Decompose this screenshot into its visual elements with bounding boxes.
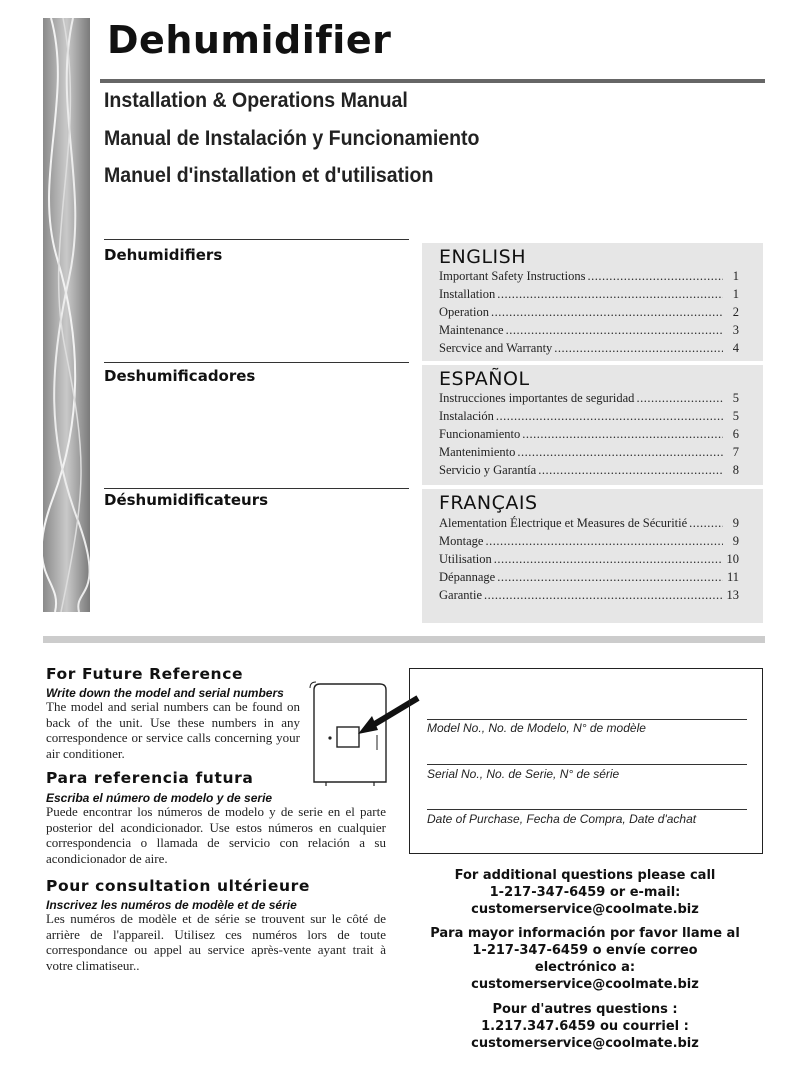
- toc-entry-label: Garantie: [439, 588, 483, 602]
- contact-spanish: [404, 925, 766, 993]
- toc-entry[interactable]: [439, 516, 739, 534]
- toc-entry[interactable]: [439, 409, 739, 427]
- toc-spanish: [422, 365, 763, 485]
- purchase-date-line[interactable]: [427, 809, 747, 810]
- toc-entry-label: Funcionamiento: [439, 427, 521, 441]
- contact-line: electrónico a:: [534, 960, 636, 975]
- contact-email[interactable]: customerservice@coolmate.biz: [471, 1036, 699, 1051]
- toc-entry-label: Alementation Électrique et Measures de Sécuritié: [439, 516, 688, 530]
- reference-heading-english: For Future Reference: [46, 665, 244, 683]
- language-rule: [104, 362, 409, 363]
- toc-french: [422, 489, 763, 623]
- reference-body-english: The model and serial numbers can be found on back of the unit. Use these numbers in any correspondence or service calls concerning your air conditioner.: [46, 699, 300, 761]
- serial-number-label: Serial No., No. de Serie, N° de série: [427, 767, 620, 781]
- language-rule: [104, 488, 409, 489]
- reference-subheading-spanish: Escriba el número de modelo y de serie: [46, 791, 273, 805]
- reference-subheading-french: Inscrivez les numéros de modèle et de série: [46, 898, 297, 912]
- toc-english: [422, 243, 763, 361]
- toc-entry[interactable]: [439, 534, 739, 552]
- toc-entry-page: 3: [732, 323, 739, 337]
- contact-line: For additional questions please call: [454, 868, 716, 883]
- contact-phone: 1-217-347-6459 o envíe correo: [472, 943, 698, 958]
- serial-number-line[interactable]: [427, 764, 747, 765]
- toc-title: ESPAÑOL: [439, 368, 530, 390]
- leader-dots: [494, 552, 723, 567]
- leader-dots: [538, 463, 723, 478]
- toc-entry-label: Montage: [439, 534, 484, 548]
- contact-english: [404, 867, 766, 918]
- subtitle-spanish: Manual de Instalación y Funcionamiento: [104, 127, 480, 150]
- contact-email[interactable]: customerservice@coolmate.biz: [471, 902, 699, 917]
- toc-entry-label: Instalación: [439, 409, 494, 423]
- toc-entry-label: Mantenimiento: [439, 445, 516, 459]
- heading-dehumidifiers: Dehumidifiers: [104, 246, 223, 264]
- heading-deshumidificateurs: Déshumidificateurs: [104, 491, 269, 509]
- toc-entry-label: Utilisation: [439, 552, 492, 566]
- toc-entry-label: Sercvice and Warranty: [439, 341, 553, 355]
- purchase-date-label: Date of Purchase, Fecha de Compra, Date d'achat: [427, 812, 697, 826]
- toc-entry-label: Installation: [439, 287, 496, 301]
- toc-entry[interactable]: [439, 269, 739, 287]
- leader-dots: [485, 534, 723, 549]
- model-number-line[interactable]: [427, 719, 747, 720]
- toc-entry-label: Dépannage: [439, 570, 496, 584]
- leader-dots: [496, 409, 723, 424]
- toc-entry-page: 5: [732, 409, 739, 423]
- decorative-side-band: [43, 18, 90, 612]
- toc-entry[interactable]: [439, 445, 739, 463]
- toc-entry[interactable]: [439, 341, 739, 359]
- language-rule: [104, 239, 409, 240]
- toc-entry[interactable]: [439, 305, 739, 323]
- reference-subheading-english: Write down the model and serial numbers: [46, 686, 284, 700]
- subtitle-english: Installation & Operations Manual: [104, 89, 408, 112]
- toc-entry[interactable]: [439, 427, 739, 445]
- toc-entry-page: 8: [732, 463, 739, 477]
- reference-heading-french: Pour consultation ultérieure: [46, 877, 310, 895]
- toc-entry-page: 4: [732, 341, 739, 355]
- contact-french: [404, 1001, 766, 1052]
- toc-entry[interactable]: [439, 570, 739, 588]
- toc-entry-page: 1: [732, 287, 739, 301]
- model-number-label: Model No., No. de Modelo, N° de modèle: [427, 721, 646, 735]
- contact-phone: 1-217-347-6459 or e-mail:: [489, 885, 681, 900]
- toc-entry[interactable]: [439, 287, 739, 305]
- contact-phone: 1.217.347.6459 ou courriel :: [481, 1019, 689, 1034]
- toc-entry[interactable]: [439, 323, 739, 341]
- title-rule: [100, 79, 765, 83]
- toc-entry-label: Instrucciones importantes de seguridad: [439, 391, 635, 405]
- toc-entry-page: 5: [732, 391, 739, 405]
- section-divider: [43, 636, 765, 643]
- leader-dots: [506, 323, 723, 338]
- reference-body-french: Les numéros de modèle et de série se trouvent sur le côté de arrière de l'appareil. Utilisez ces numéros lors de toute correspondance ou appel au service après-vente ayant trait à votre climatiseur..: [46, 911, 386, 973]
- toc-entry-page: 7: [732, 445, 739, 459]
- toc-entry-page: 6: [732, 427, 739, 441]
- toc-entry[interactable]: [439, 552, 739, 570]
- toc-entry-page: 9: [732, 534, 739, 548]
- reference-body-spanish: Puede encontrar los números de modelo y de serie en el parte posterior del acondicionador. Use estos números en cualquier correspondencia o llamada de servicio con relación a su acondicionador de aire.: [46, 804, 386, 866]
- document-title: Dehumidifier: [107, 18, 392, 62]
- leader-dots: [484, 588, 723, 603]
- toc-entry-page: 2: [732, 305, 739, 319]
- toc-entry-page: 1: [732, 269, 739, 283]
- toc-entry-page: 13: [726, 588, 739, 602]
- leader-dots: [689, 516, 723, 531]
- leader-dots: [497, 287, 723, 302]
- leader-dots: [491, 305, 723, 320]
- toc-entry-page: 10: [726, 552, 739, 566]
- dehumidifier-back-illustration: [306, 680, 422, 790]
- record-form: [409, 668, 763, 854]
- toc-title: ENGLISH: [439, 246, 526, 268]
- contact-line: Para mayor información por favor llame al: [430, 926, 740, 941]
- leader-dots: [517, 445, 723, 460]
- leader-dots: [554, 341, 723, 356]
- toc-entry[interactable]: [439, 391, 739, 409]
- toc-entry-page: 9: [732, 516, 739, 530]
- leader-dots: [522, 427, 723, 442]
- toc-entry-label: Servicio y Garantía: [439, 463, 537, 477]
- leader-dots: [636, 391, 723, 406]
- leader-dots: [497, 570, 723, 585]
- toc-entry[interactable]: [439, 463, 739, 481]
- subtitle-french: Manuel d'installation et d'utilisation: [104, 164, 434, 187]
- toc-entry-label: Important Safety Instructions: [439, 269, 586, 283]
- toc-entry-label: Maintenance: [439, 323, 504, 337]
- contact-email[interactable]: customerservice@coolmate.biz: [471, 977, 699, 992]
- toc-entry-page: 11: [726, 570, 739, 584]
- toc-title: FRANÇAIS: [439, 492, 538, 514]
- toc-entry-label: Operation: [439, 305, 489, 319]
- toc-entry[interactable]: [439, 588, 739, 606]
- leader-dots: [588, 269, 724, 284]
- heading-deshumificadores: Deshumificadores: [104, 367, 256, 385]
- contact-line: Pour d'autres questions :: [492, 1002, 678, 1017]
- reference-heading-spanish: Para referencia futura: [46, 769, 254, 787]
